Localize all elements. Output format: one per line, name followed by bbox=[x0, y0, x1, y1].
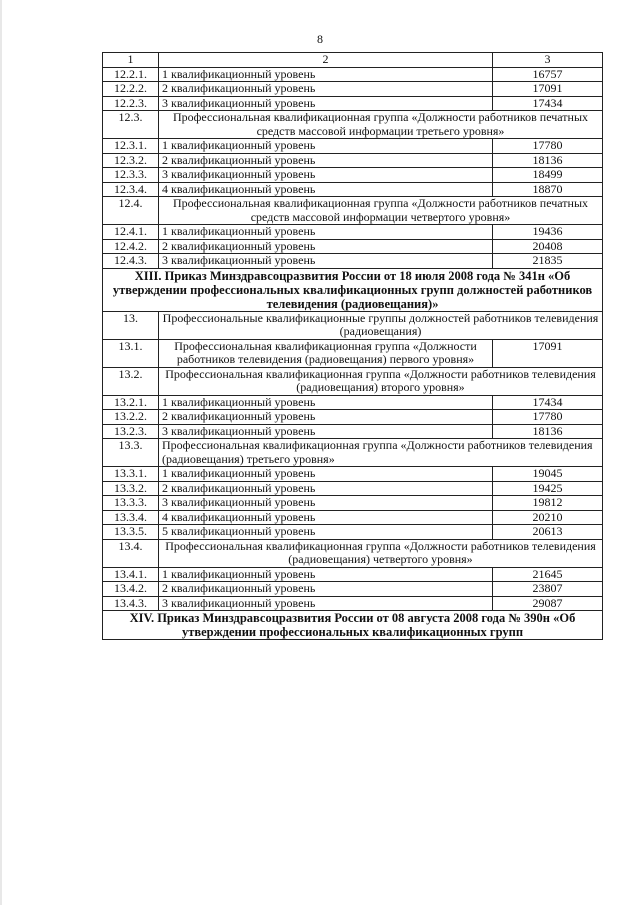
table-row bbox=[103, 410, 603, 425]
row-number: 13.3.2. bbox=[103, 481, 159, 496]
row-value: 18136 bbox=[493, 424, 603, 439]
group-title: Профессиональная квалификационная группа «Должности работников печатных средств массовой информации третьего уровня» bbox=[159, 111, 603, 139]
table-row bbox=[103, 239, 603, 254]
row-value: 19425 bbox=[493, 481, 603, 496]
row-label: 3 квалификационный уровень bbox=[159, 96, 493, 111]
row-value: 18499 bbox=[493, 168, 603, 183]
row-value: 19436 bbox=[493, 225, 603, 240]
group-number: 13.2. bbox=[103, 367, 159, 395]
table-row bbox=[103, 168, 603, 183]
section-heading-row bbox=[103, 268, 603, 311]
group-row bbox=[103, 367, 603, 395]
row-value: 29087 bbox=[493, 596, 603, 611]
row-label: 3 квалификационный уровень bbox=[159, 424, 493, 439]
group-row bbox=[103, 339, 603, 367]
group-number: 13.1. bbox=[103, 339, 159, 367]
header-col-1: 1 bbox=[103, 53, 159, 68]
row-number: 13.4.1. bbox=[103, 567, 159, 582]
row-label: 2 квалификационный уровень bbox=[159, 153, 493, 168]
row-value: 18136 bbox=[493, 153, 603, 168]
table-row bbox=[103, 82, 603, 97]
table-row bbox=[103, 481, 603, 496]
table-row bbox=[103, 496, 603, 511]
scan-edge bbox=[0, 0, 2, 905]
row-number: 12.3.1. bbox=[103, 139, 159, 154]
group-number: 13. bbox=[103, 311, 159, 339]
group-number: 12.4. bbox=[103, 197, 159, 225]
row-label: 3 квалификационный уровень bbox=[159, 596, 493, 611]
row-label: 4 квалификационный уровень bbox=[159, 510, 493, 525]
row-number: 12.4.1. bbox=[103, 225, 159, 240]
row-number: 13.2.3. bbox=[103, 424, 159, 439]
group-number: 12.3. bbox=[103, 111, 159, 139]
table-row bbox=[103, 153, 603, 168]
row-value: 21835 bbox=[493, 254, 603, 269]
row-number: 12.4.3. bbox=[103, 254, 159, 269]
group-number: 13.3. bbox=[103, 439, 159, 467]
row-number: 12.3.2. bbox=[103, 153, 159, 168]
row-value: 23807 bbox=[493, 582, 603, 597]
header-col-2: 2 bbox=[159, 53, 493, 68]
row-label: 3 квалификационный уровень bbox=[159, 168, 493, 183]
row-number: 12.3.4. bbox=[103, 182, 159, 197]
row-number: 13.4.3. bbox=[103, 596, 159, 611]
section-heading: XIV. Приказ Минздравсоцразвития России от 08 августа 2008 года № 390н «Об утверждении профессиональных квалификационных групп bbox=[103, 611, 603, 640]
row-value: 17780 bbox=[493, 410, 603, 425]
table-row bbox=[103, 467, 603, 482]
section-heading-row bbox=[103, 611, 603, 640]
row-number: 13.2.1. bbox=[103, 395, 159, 410]
row-number: 13.3.5. bbox=[103, 525, 159, 540]
table-header-row bbox=[103, 53, 603, 68]
table-row bbox=[103, 182, 603, 197]
row-number: 12.2.3. bbox=[103, 96, 159, 111]
table-row bbox=[103, 596, 603, 611]
row-label: 1 квалификационный уровень bbox=[159, 567, 493, 582]
table-row bbox=[103, 67, 603, 82]
row-label: 1 квалификационный уровень bbox=[159, 225, 493, 240]
row-number: 12.4.2. bbox=[103, 239, 159, 254]
row-value: 21645 bbox=[493, 567, 603, 582]
section-heading: XIII. Приказ Минздравсоцразвития России от 18 июля 2008 года № 341н «Об утверждении профессиональных квалификационных групп должностей работников телевидения (радиовещания)» bbox=[103, 268, 603, 311]
salary-table bbox=[102, 52, 603, 640]
table-row bbox=[103, 424, 603, 439]
row-label: 2 квалификационный уровень bbox=[159, 481, 493, 496]
row-label: 2 квалификационный уровень bbox=[159, 410, 493, 425]
row-label: 2 квалификационный уровень bbox=[159, 82, 493, 97]
row-value: 20408 bbox=[493, 239, 603, 254]
row-number: 13.3.4. bbox=[103, 510, 159, 525]
row-value: 17434 bbox=[493, 96, 603, 111]
row-value: 18870 bbox=[493, 182, 603, 197]
table-body bbox=[103, 53, 603, 640]
row-label: 1 квалификационный уровень bbox=[159, 67, 493, 82]
row-value: 20613 bbox=[493, 525, 603, 540]
table-row bbox=[103, 582, 603, 597]
table-row bbox=[103, 510, 603, 525]
row-number: 13.3.3. bbox=[103, 496, 159, 511]
group-title: Профессиональная квалификационная группа «Должности работников телевидения (радиовещания) второго уровня» bbox=[159, 367, 603, 395]
group-title: Профессиональная квалификационная группа «Должности работников печатных средств массовой информации четвертого уровня» bbox=[159, 197, 603, 225]
row-value: 17091 bbox=[493, 82, 603, 97]
row-number: 13.2.2. bbox=[103, 410, 159, 425]
table-row bbox=[103, 225, 603, 240]
group-row bbox=[103, 539, 603, 567]
table-row bbox=[103, 139, 603, 154]
row-label: 3 квалификационный уровень bbox=[159, 254, 493, 269]
row-value: 19045 bbox=[493, 467, 603, 482]
row-label: 4 квалификационный уровень bbox=[159, 182, 493, 197]
row-label: 2 квалификационный уровень bbox=[159, 582, 493, 597]
row-value: 16757 bbox=[493, 67, 603, 82]
header-col-3: 3 bbox=[493, 53, 603, 68]
table-row bbox=[103, 395, 603, 410]
group-row bbox=[103, 111, 603, 139]
row-label: 3 квалификационный уровень bbox=[159, 496, 493, 511]
row-number: 13.3.1. bbox=[103, 467, 159, 482]
row-value: 17434 bbox=[493, 395, 603, 410]
row-label: 5 квалификационный уровень bbox=[159, 525, 493, 540]
row-label: 1 квалификационный уровень bbox=[159, 467, 493, 482]
group-row bbox=[103, 197, 603, 225]
group-value: 17091 bbox=[493, 339, 603, 367]
group-title: Профессиональная квалификационная группа «Должности работников телевидения (радиовещания) четвертого уровня» bbox=[159, 539, 603, 567]
group-title: Профессиональная квалификационная группа «Должности работников телевидения (радиовещания) первого уровня» bbox=[159, 339, 493, 367]
row-value: 19812 bbox=[493, 496, 603, 511]
group-title: Профессиональная квалификационная группа «Должности работников телевидения (радиовещания) третьего уровня» bbox=[159, 439, 603, 467]
row-number: 13.4.2. bbox=[103, 582, 159, 597]
table-row bbox=[103, 567, 603, 582]
group-row bbox=[103, 311, 603, 339]
row-value: 17780 bbox=[493, 139, 603, 154]
page-number: 8 bbox=[317, 32, 323, 46]
table-row bbox=[103, 254, 603, 269]
group-number: 13.4. bbox=[103, 539, 159, 567]
row-label: 2 квалификационный уровень bbox=[159, 239, 493, 254]
row-label: 1 квалификационный уровень bbox=[159, 139, 493, 154]
row-number: 12.3.3. bbox=[103, 168, 159, 183]
table-row bbox=[103, 525, 603, 540]
group-title: Профессиональные квалификационные группы должностей работников телевидения (радиовещания) bbox=[159, 311, 603, 339]
group-row bbox=[103, 439, 603, 467]
row-value: 20210 bbox=[493, 510, 603, 525]
row-number: 12.2.2. bbox=[103, 82, 159, 97]
row-number: 12.2.1. bbox=[103, 67, 159, 82]
row-label: 1 квалификационный уровень bbox=[159, 395, 493, 410]
table-row bbox=[103, 96, 603, 111]
